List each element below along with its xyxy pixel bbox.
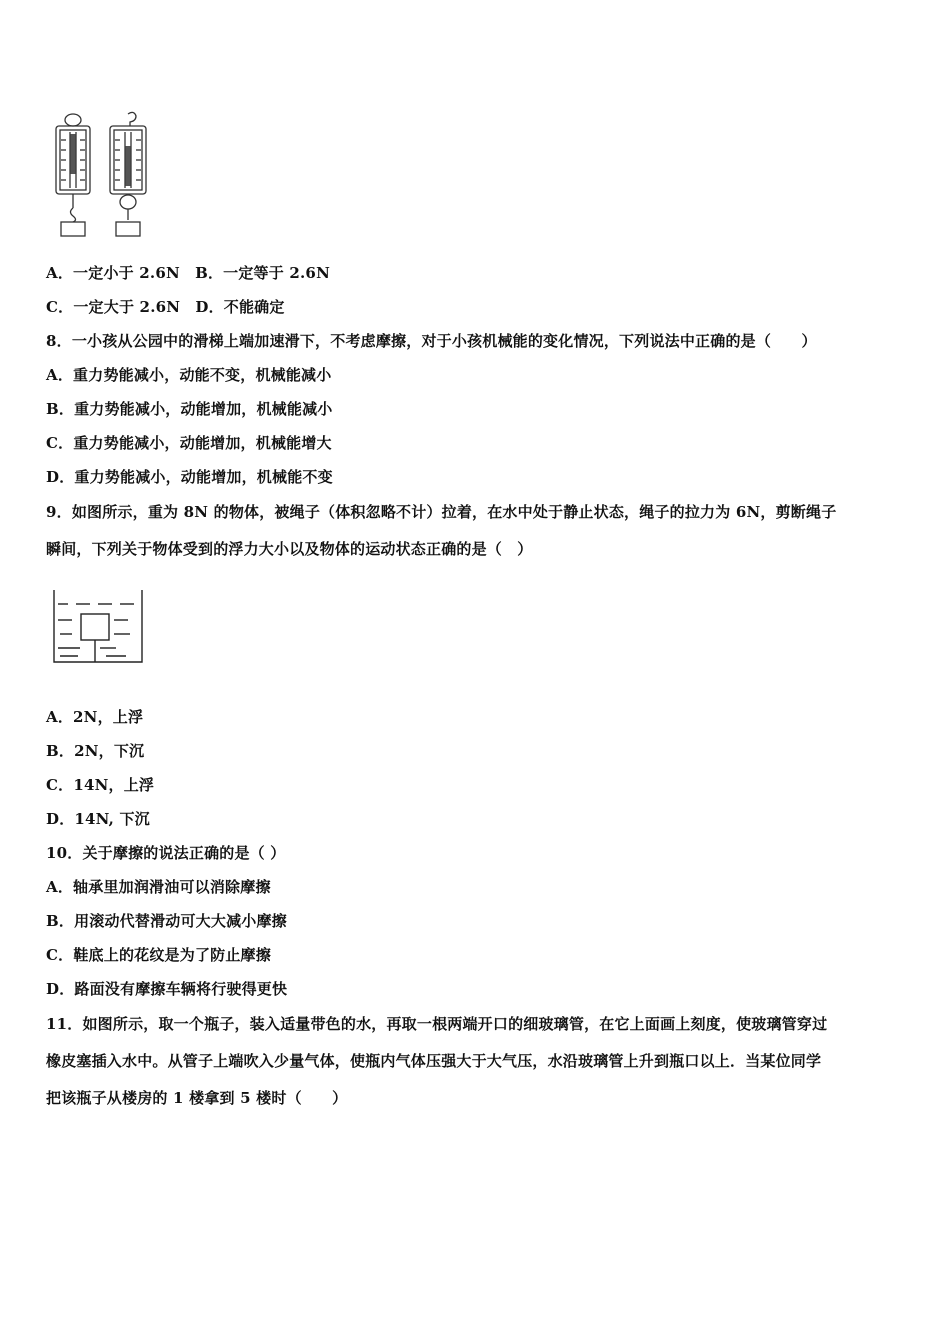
q8-stem: 8．一小孩从公园中的滑梯上端加速滑下，不考虑摩擦，对于小孩机械能的变化情况，下列说法中正确的是（ ）: [46, 332, 817, 350]
q11-stem-line-2: 橡皮塞插入水中。从管子上端吹入少量气体，使瓶内气体压强大于大气压，水沿玻璃管上升到瓶口以上．当某位同学: [46, 1052, 822, 1070]
q9-stem-line-2: 瞬间，下列关于物体受到的浮力大小以及物体的运动状态正确的是（ ）: [46, 540, 533, 558]
q9-option-c: C．14N，上浮: [46, 776, 155, 794]
q10-stem: 10．关于摩擦的说法正确的是（ ）: [46, 844, 286, 862]
q9-option-b: B．2N，下沉: [46, 742, 145, 760]
q8-option-b: B．重力势能减小，动能增加，机械能减小: [46, 400, 333, 418]
q8-option-c: C．重力势能减小，动能增加，机械能增大: [46, 434, 332, 452]
q10-option-a: A．轴承里加润滑油可以消除摩擦: [46, 878, 271, 896]
q7-option-line-2: C．一定大于 2.6N D．不能确定: [46, 298, 285, 316]
q9-option-a: A．2N，上浮: [46, 708, 144, 726]
q9-option-d: D．14N, 下沉: [46, 810, 150, 828]
spring-scales-figure: [48, 110, 158, 238]
q11-stem-line-3: 把该瓶子从楼房的 1 楼拿到 5 楼时（ ）: [46, 1089, 348, 1107]
water-tank-figure: [50, 586, 146, 666]
q11-stem-line-1: 11．如图所示，取一个瓶子，装入适量带色的水，再取一根两端开口的细玻璃管，在它上面画上刻度，使玻璃管穿过: [46, 1015, 828, 1033]
q10-option-c: C．鞋底上的花纹是为了防止摩擦: [46, 946, 271, 964]
q8-option-a: A．重力势能减小，动能不变，机械能减小: [46, 366, 332, 384]
q8-option-d: D．重力势能减小，动能增加，机械能不变: [46, 468, 333, 486]
q7-option-line-1: A．一定小于 2.6N B．一定等于 2.6N: [46, 264, 330, 282]
q9-stem-line-1: 9．如图所示，重为 8N 的物体，被绳子（体积忽略不计）拉着，在水中处于静止状态，绳子的拉力为 6N，剪断绳子: [46, 503, 837, 521]
q10-option-b: B．用滚动代替滑动可大大减小摩擦: [46, 912, 287, 930]
q10-option-d: D．路面没有摩擦车辆将行驶得更快: [46, 980, 288, 998]
